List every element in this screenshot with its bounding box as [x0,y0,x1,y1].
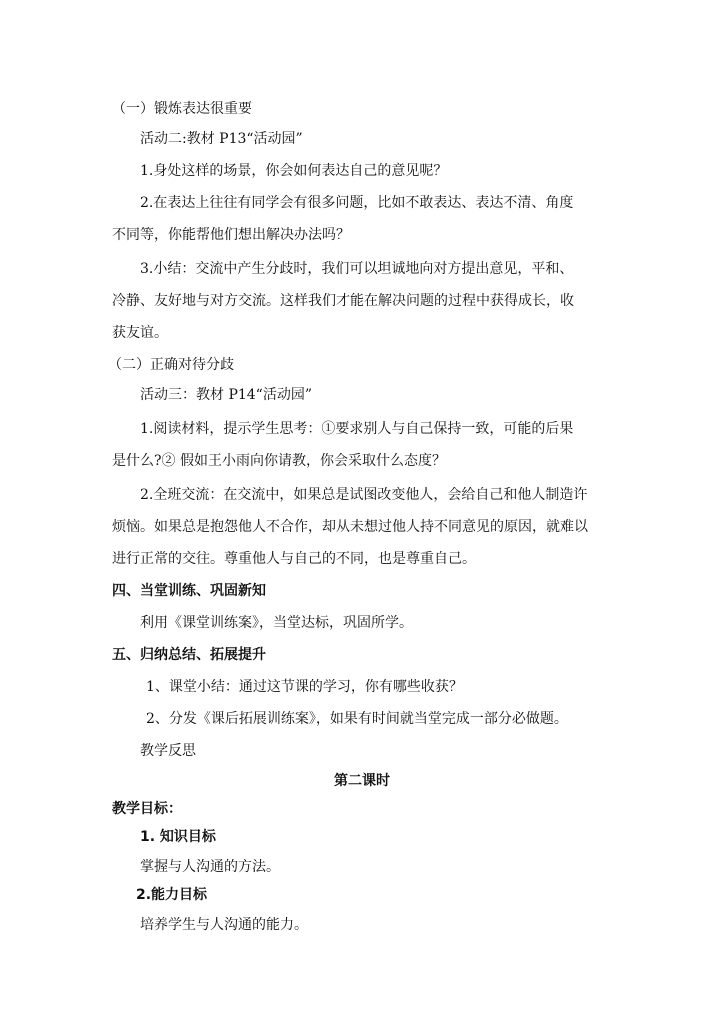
paragraph-line: 烦恼。如果总是抱怨他人不合作，却从未想过他人持不同意见的原因，就难以 [112,519,588,535]
paragraph-line: 冷静、友好地与对方交流。这样我们才能在解决问题的过程中获得成长，收 [112,293,574,309]
section-heading-bold: 四、当堂训练、巩固新知 [112,583,266,599]
paragraph-line: 2、分发《课后拓展训练案》，如果有时间就当堂完成一部分必做题。 [146,711,568,727]
subheading-bold: 1. 知识目标 [140,829,216,845]
paragraph-line: 2.在表达上往往有同学会有很多问题，比如不敢表达、表达不清、角度 [140,195,574,211]
paragraph-line: 是什么?② 假如王小雨向你请教，你会采取什么态度？ [112,453,446,469]
paragraph-line: 培养学生与人沟通的能力。 [140,917,308,933]
paragraph-line: 2.全班交流：在交流中，如果总是试图改变他人，会给自己和他人制造许 [140,487,588,503]
paragraph-line: 利用《课堂训练案》，当堂达标，巩固所学。 [140,615,413,631]
paragraph-line: 1、课堂小结：通过这节课的学习，你有哪些收获？ [146,679,463,695]
section-heading-bold: 五、归纳总结、拓展提升 [112,647,266,663]
paragraph-line: 1.身处这样的场景，你会如何表达自己的意见呢？ [140,163,448,179]
section-heading: （一）锻炼表达很重要 [112,101,252,117]
subheading-bold: 2.能力目标 [136,887,208,903]
paragraph-line: 教学反思 [140,743,196,759]
lesson-title: 第二课时 [334,773,390,789]
paragraph-line: 进行正常的交往。尊重他人与自己的不同，也是尊重自己。 [112,551,476,567]
section-heading: （二）正确对待分歧 [108,357,234,373]
paragraph-line: 不同等，你能帮他们想出解决办法吗？ [112,227,350,243]
activity-title: 活动三：教材 P14“活动园” [140,387,312,403]
paragraph-line: 1.阅读材料，提示学生思考：①要求别人与自己保持一致，可能的后果 [140,421,574,437]
paragraph-line: 3.小结：交流中产生分歧时，我们可以坦诚地向对方提出意见，平和、 [140,261,574,277]
section-heading-bold: 教学目标： [112,801,182,817]
activity-title: 活动二:教材 P13“活动园” [140,131,303,147]
paragraph-line: 获友谊。 [112,325,168,341]
paragraph-line: 掌握与人沟通的方法。 [140,859,280,875]
